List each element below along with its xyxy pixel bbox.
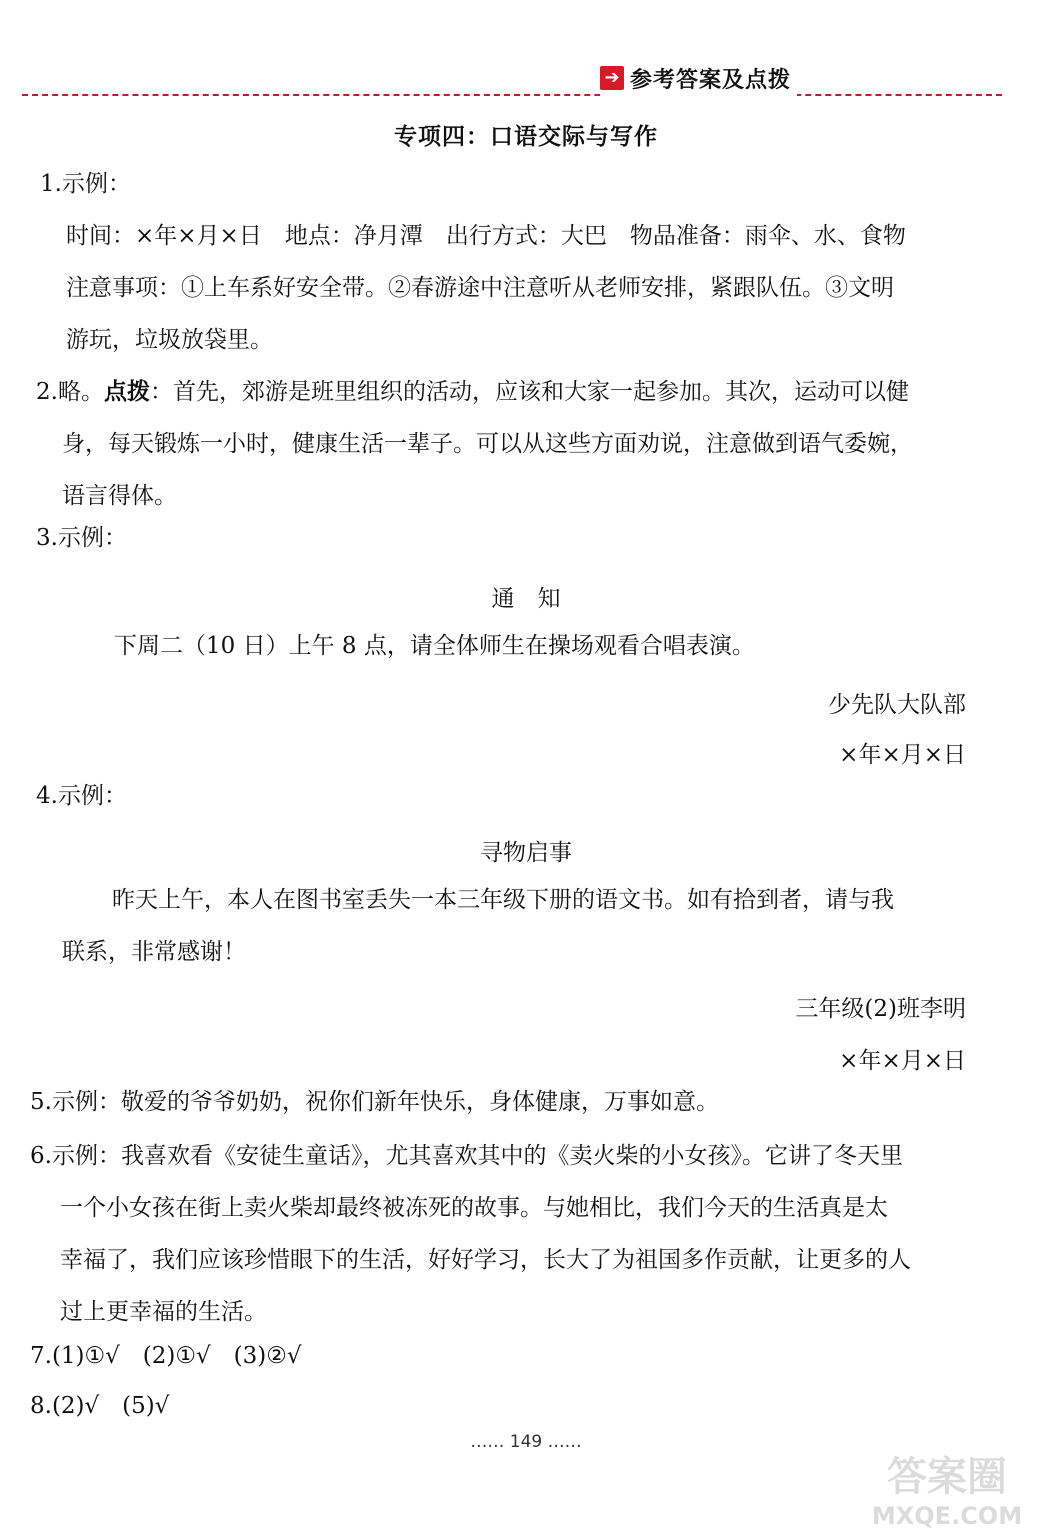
q2-line-1 xyxy=(36,366,913,418)
q4-body xyxy=(62,874,894,978)
question-5 xyxy=(30,1076,719,1128)
q1-line: 时间：×年×月×日 地点：净月潭 出行方式：大巴 物品准备：雨伞、水、食物 xyxy=(66,223,906,249)
header-dashed-rule xyxy=(22,94,1002,96)
q2-line: 语言得体。 xyxy=(62,483,177,509)
q4-body-line: 联系，非常感谢！ xyxy=(62,939,246,965)
q3-lead xyxy=(36,512,127,564)
q3-body-text: 下周二（10 日）上午 8 点，请全体师生在操场观看合唱表演。 xyxy=(114,633,755,659)
question-2 xyxy=(36,366,913,522)
header-title: 参考答案及点拨 xyxy=(630,67,792,93)
q3-body xyxy=(114,620,755,672)
question-7 xyxy=(30,1330,302,1382)
section-title: 专项四：口语交际与写作 xyxy=(394,124,658,150)
q6-line: 幸福了，我们应该珍惜眼下的生活，好好学习，长大了为祖国多作贡献，让更多的人 xyxy=(60,1247,911,1273)
arrow-right-icon: ➔ xyxy=(600,66,624,90)
q6-line: 一个小女孩在街上卖火柴却最终被冻死的故事。与她相比，我们今天的生活真是太 xyxy=(60,1195,888,1221)
question-1 xyxy=(40,158,906,366)
page-header xyxy=(22,60,1002,100)
q4-body-line: 昨天上午，本人在图书室丢失一本三年级下册的语文书。如有拾到者，请与我 xyxy=(112,887,894,913)
page-number: …… 149 …… xyxy=(470,1432,582,1452)
q3-lead-text: 3.示例： xyxy=(36,525,127,551)
q2-number: 2.略。 xyxy=(36,379,104,405)
q4-lead-text: 4.示例： xyxy=(36,783,127,809)
watermark-logo xyxy=(852,1444,1042,1530)
q6-line: 6.示例：我喜欢看《安徒生童话》，尤其喜欢其中的《卖火柴的小女孩》。它讲了冬天里 xyxy=(30,1143,903,1169)
q3-notice-title: 通 知 xyxy=(491,586,561,612)
q2-tip-label: 点拨 xyxy=(103,379,150,405)
q1-lead: 1.示例： xyxy=(40,171,131,197)
watermark-domain: MXQE.COM xyxy=(871,1502,1023,1530)
q4-notice-title: 寻物启事 xyxy=(480,840,572,866)
q3-signer: 少先队大队部 xyxy=(828,692,966,718)
q1-line: 游玩，垃圾放袋里。 xyxy=(66,327,273,353)
q4-lead xyxy=(36,770,127,822)
question-8 xyxy=(30,1380,169,1432)
q2-text: ：首先，郊游是班里组织的活动，应该和大家一起参加。其次，运动可以健 xyxy=(149,379,909,405)
header-label xyxy=(600,60,797,96)
q1-line: 注意事项：①上车系好安全带。②春游途中注意听从老师安排，紧跟队伍。③文明 xyxy=(66,275,894,301)
q4-date: ×年×月×日 xyxy=(839,1048,966,1074)
q8-line: 8.(2)√ (5)√ xyxy=(30,1393,170,1419)
q2-line: 身，每天锻炼一小时，健康生活一辈子。可以从这些方面劝说，注意做到语气委婉， xyxy=(62,431,913,457)
q4-signer: 三年级(2)班李明 xyxy=(795,996,966,1022)
q7-line: 7.(1)①√ (2)①√ (3)②√ xyxy=(30,1343,302,1369)
q5-line: 5.示例：敬爱的爷爷奶奶，祝你们新年快乐，身体健康，万事如意。 xyxy=(30,1089,719,1115)
q3-date: ×年×月×日 xyxy=(839,742,966,768)
question-6 xyxy=(30,1130,911,1338)
watermark-text: 答案圈 xyxy=(887,1454,1007,1500)
q6-line: 过上更幸福的生活。 xyxy=(60,1299,267,1325)
